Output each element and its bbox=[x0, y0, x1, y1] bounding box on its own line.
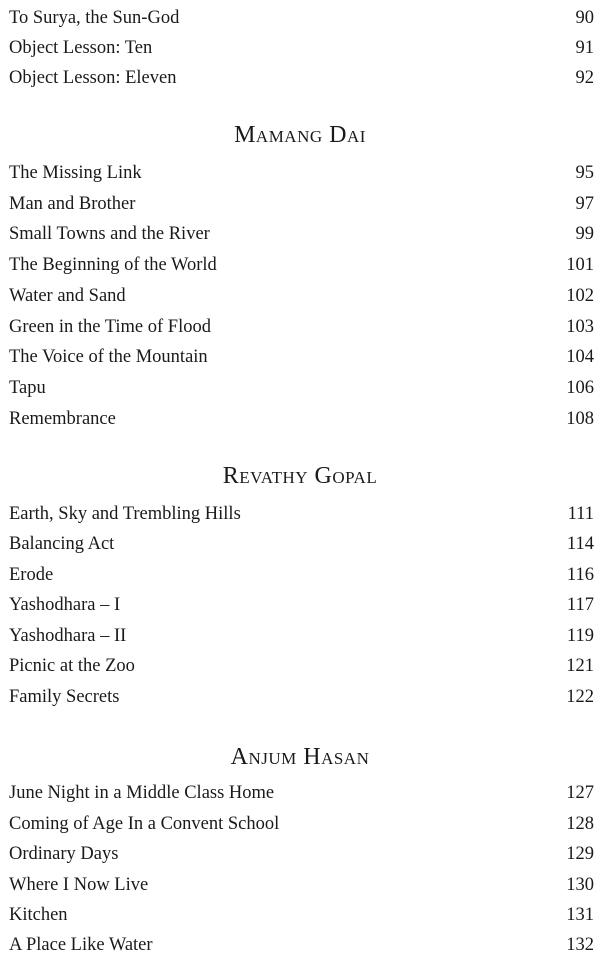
section-heading-text: Anjum Hasan bbox=[230, 744, 370, 770]
entry-title: Water and Sand bbox=[9, 286, 126, 306]
entry-page-number: 128 bbox=[566, 814, 594, 834]
entry-title: Balancing Act bbox=[9, 534, 115, 554]
entry-title: Green in the Time of Flood bbox=[9, 317, 211, 337]
entry-page-number: 99 bbox=[575, 224, 594, 244]
entry-title: Man and Brother bbox=[9, 194, 136, 214]
toc-entry bbox=[9, 34, 594, 62]
entry-title: Picnic at the Zoo bbox=[9, 656, 135, 676]
entry-title: June Night in a Middle Class Home bbox=[9, 783, 275, 803]
entry-page-number: 114 bbox=[566, 534, 594, 554]
entry-page-number: 111 bbox=[567, 504, 594, 524]
toc-entry bbox=[9, 622, 594, 650]
entry-page-number: 102 bbox=[566, 286, 594, 306]
entry-page-number: 122 bbox=[566, 687, 594, 707]
entry-title: Small Towns and the River bbox=[9, 224, 210, 244]
toc-entry bbox=[9, 343, 594, 371]
section-heading bbox=[0, 740, 600, 774]
toc-entry bbox=[9, 251, 594, 279]
toc-entry bbox=[9, 405, 594, 433]
section-heading bbox=[0, 459, 600, 493]
entry-page-number: 103 bbox=[566, 317, 594, 337]
entry-page-number: 106 bbox=[566, 378, 594, 398]
entry-page-number: 130 bbox=[566, 875, 594, 895]
entry-page-number: 129 bbox=[566, 844, 594, 864]
entry-page-number: 108 bbox=[566, 409, 594, 429]
entry-page-number: 127 bbox=[566, 783, 594, 803]
entry-title: To Surya, the Sun-God bbox=[9, 8, 180, 28]
entry-title: Coming of Age In a Convent School bbox=[9, 814, 280, 834]
entry-title: The Voice of the Mountain bbox=[9, 347, 208, 367]
toc-entry bbox=[9, 4, 594, 32]
entry-title: Ordinary Days bbox=[9, 844, 119, 864]
section-heading-text: Revathy Gopal bbox=[222, 463, 378, 489]
toc-entry bbox=[9, 374, 594, 402]
entry-title: Erode bbox=[9, 565, 54, 585]
toc-entry bbox=[9, 683, 594, 711]
entry-page-number: 104 bbox=[566, 347, 594, 367]
toc-entry bbox=[9, 931, 594, 959]
toc-entry bbox=[9, 220, 594, 248]
entry-page-number: 117 bbox=[566, 595, 594, 615]
toc-entry bbox=[9, 313, 594, 341]
toc-entry bbox=[9, 810, 594, 838]
entry-title: The Missing Link bbox=[9, 163, 142, 183]
entry-title: The Beginning of the World bbox=[9, 255, 217, 275]
toc-entry bbox=[9, 561, 594, 589]
entry-page-number: 92 bbox=[575, 68, 594, 88]
toc-entry bbox=[9, 159, 594, 187]
toc-entry bbox=[9, 652, 594, 680]
entry-title: Earth, Sky and Trembling Hills bbox=[9, 504, 241, 524]
entry-title: Where I Now Live bbox=[9, 875, 149, 895]
toc-entry bbox=[9, 871, 594, 899]
entry-page-number: 101 bbox=[566, 255, 594, 275]
toc-entry bbox=[9, 591, 594, 619]
toc-entry bbox=[9, 64, 594, 92]
toc-entry bbox=[9, 500, 594, 528]
entry-page-number: 97 bbox=[575, 194, 594, 214]
entry-title: Yashodhara – II bbox=[9, 626, 127, 646]
entry-page-number: 95 bbox=[575, 163, 594, 183]
entry-page-number: 121 bbox=[566, 656, 594, 676]
entry-title: Remembrance bbox=[9, 409, 116, 429]
toc-entry bbox=[9, 530, 594, 558]
entry-page-number: 116 bbox=[566, 565, 594, 585]
entry-title: Object Lesson: Eleven bbox=[9, 68, 177, 88]
entry-title: Object Lesson: Ten bbox=[9, 38, 153, 58]
section-heading-text: Mamang Dai bbox=[234, 122, 366, 148]
entry-page-number: 132 bbox=[566, 935, 594, 955]
toc-entry bbox=[9, 282, 594, 310]
toc-entry bbox=[9, 901, 594, 929]
entry-title: Kitchen bbox=[9, 905, 68, 925]
entry-page-number: 119 bbox=[566, 626, 594, 646]
toc-entry bbox=[9, 840, 594, 868]
entry-page-number: 91 bbox=[575, 38, 594, 58]
entry-page-number: 131 bbox=[566, 905, 594, 925]
entry-title: Family Secrets bbox=[9, 687, 120, 707]
section-heading bbox=[0, 118, 600, 152]
entry-title: A Place Like Water bbox=[9, 935, 153, 955]
entry-title: Tapu bbox=[9, 378, 46, 398]
toc-entry bbox=[9, 190, 594, 218]
entry-page-number: 90 bbox=[575, 8, 594, 28]
entry-title: Yashodhara – I bbox=[9, 595, 121, 615]
toc-entry bbox=[9, 779, 594, 807]
